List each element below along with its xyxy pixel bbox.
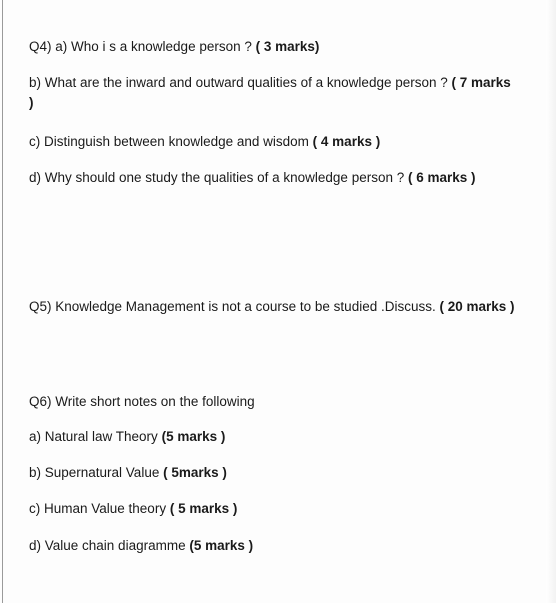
q5-text: Q5) Knowledge Management is not a course to be studied .Discuss. [29, 299, 436, 314]
q4-b-marks: ( 7 marks ) [29, 75, 511, 110]
q6-heading [29, 392, 529, 412]
q4-d-text: d) Why should one study the qualities of a knowledge person ? [29, 170, 405, 185]
q4-part-c [29, 132, 529, 152]
page-right-shadow [546, 0, 556, 603]
q6-c-text: c) Human Value theory [29, 501, 167, 516]
q6-part-a [29, 427, 529, 447]
q5-question [29, 297, 524, 317]
q6-heading-text: Q6) Write short notes on the following [29, 394, 255, 409]
q6-c-marks: ( 5 marks ) [169, 501, 238, 516]
q6-part-d [29, 536, 529, 556]
q6-d-text: d) Value chain diagramme [29, 538, 186, 553]
q4-part-a [29, 37, 529, 57]
q6-a-text: a) Natural law Theory [29, 429, 158, 444]
q6-b-marks: ( 5marks ) [163, 465, 227, 480]
q6-part-c [29, 499, 529, 519]
q6-a-marks: (5 marks ) [161, 429, 226, 444]
q4-a-text: Q4) a) Who i s a knowledge person ? [29, 39, 252, 54]
q4-part-b [29, 73, 519, 113]
q5-marks: ( 20 marks ) [439, 299, 515, 314]
q4-d-marks: ( 6 marks ) [408, 170, 476, 185]
q4-c-text: c) Distinguish between knowledge and wisdom [29, 134, 309, 149]
q6-part-b [29, 463, 529, 483]
q4-a-marks: ( 3 marks) [255, 39, 320, 54]
q6-d-marks: (5 marks ) [189, 538, 254, 553]
q6-b-text: b) Supernatural Value [29, 465, 160, 480]
q4-c-marks: ( 4 marks ) [312, 134, 381, 149]
q4-b-text: b) What are the inward and outward qualities of a knowledge person ? [29, 75, 448, 90]
page-margin-line [2, 0, 3, 603]
q4-part-d [29, 168, 499, 188]
